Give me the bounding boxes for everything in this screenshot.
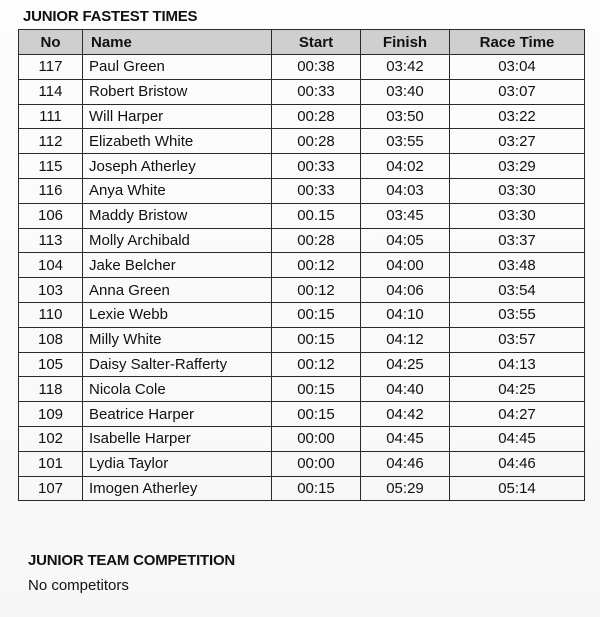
- cell-no: 102: [19, 426, 83, 451]
- cell-race-time: 04:45: [450, 426, 585, 451]
- cell-race-time: 03:29: [450, 154, 585, 179]
- cell-no: 117: [19, 55, 83, 80]
- cell-race-time: 04:25: [450, 377, 585, 402]
- cell-race-time: 03:37: [450, 228, 585, 253]
- cell-name: Paul Green: [83, 55, 272, 80]
- table-row: [19, 327, 585, 352]
- cell-no: 116: [19, 178, 83, 203]
- table-row: [19, 451, 585, 476]
- cell-name: Nicola Cole: [83, 377, 272, 402]
- table-row: [19, 352, 585, 377]
- cell-race-time: 03:55: [450, 302, 585, 327]
- cell-start: 00:15: [272, 377, 361, 402]
- cell-no: 101: [19, 451, 83, 476]
- cell-no: 118: [19, 377, 83, 402]
- cell-finish: 03:42: [361, 55, 450, 80]
- header-no: No: [19, 30, 83, 55]
- table-row: [19, 178, 585, 203]
- cell-start: 00:33: [272, 178, 361, 203]
- cell-no: 113: [19, 228, 83, 253]
- cell-finish: 03:50: [361, 104, 450, 129]
- cell-finish: 04:02: [361, 154, 450, 179]
- cell-start: 00:12: [272, 278, 361, 303]
- team-competition-title: JUNIOR TEAM COMPETITION: [28, 552, 236, 569]
- cell-start: 00:38: [272, 55, 361, 80]
- cell-no: 103: [19, 278, 83, 303]
- cell-name: Lydia Taylor: [83, 451, 272, 476]
- cell-no: 115: [19, 154, 83, 179]
- cell-start: 00:00: [272, 426, 361, 451]
- cell-race-time: 03:27: [450, 129, 585, 154]
- cell-finish: 04:45: [361, 426, 450, 451]
- cell-name: Imogen Atherley: [83, 476, 272, 501]
- cell-start: 00:33: [272, 154, 361, 179]
- cell-start: 00:15: [272, 402, 361, 427]
- cell-race-time: 04:46: [450, 451, 585, 476]
- cell-start: 00:28: [272, 228, 361, 253]
- cell-name: Isabelle Harper: [83, 426, 272, 451]
- table-row: [19, 377, 585, 402]
- cell-start: 00:00: [272, 451, 361, 476]
- table-row: [19, 476, 585, 501]
- table-row: [19, 55, 585, 80]
- table-row: [19, 154, 585, 179]
- cell-no: 112: [19, 129, 83, 154]
- cell-name: Anna Green: [83, 278, 272, 303]
- cell-name: Jake Belcher: [83, 253, 272, 278]
- cell-race-time: 03:04: [450, 55, 585, 80]
- cell-name: Daisy Salter-Rafferty: [83, 352, 272, 377]
- cell-start: 00:15: [272, 327, 361, 352]
- team-competition-note: No competitors: [28, 577, 129, 594]
- cell-finish: 04:03: [361, 178, 450, 203]
- cell-name: Joseph Atherley: [83, 154, 272, 179]
- cell-finish: 04:06: [361, 278, 450, 303]
- cell-race-time: 03:22: [450, 104, 585, 129]
- header-start: Start: [272, 30, 361, 55]
- header-finish: Finish: [361, 30, 450, 55]
- cell-no: 106: [19, 203, 83, 228]
- cell-finish: 03:45: [361, 203, 450, 228]
- cell-start: 00:12: [272, 352, 361, 377]
- cell-finish: 03:40: [361, 79, 450, 104]
- cell-name: Milly White: [83, 327, 272, 352]
- cell-race-time: 03:30: [450, 203, 585, 228]
- table-row: [19, 129, 585, 154]
- cell-no: 105: [19, 352, 83, 377]
- cell-finish: 04:10: [361, 302, 450, 327]
- cell-start: 00:12: [272, 253, 361, 278]
- cell-finish: 04:40: [361, 377, 450, 402]
- table-row: [19, 79, 585, 104]
- fastest-times-table: [18, 29, 585, 501]
- cell-no: 114: [19, 79, 83, 104]
- cell-start: 00.15: [272, 203, 361, 228]
- cell-finish: 04:46: [361, 451, 450, 476]
- table-row: [19, 426, 585, 451]
- table-row: [19, 253, 585, 278]
- cell-finish: 04:00: [361, 253, 450, 278]
- cell-name: Maddy Bristow: [83, 203, 272, 228]
- header-name: Name: [83, 30, 272, 55]
- table-header-row: [19, 30, 585, 55]
- cell-finish: 05:29: [361, 476, 450, 501]
- cell-race-time: 03:54: [450, 278, 585, 303]
- table-row: [19, 203, 585, 228]
- cell-no: 110: [19, 302, 83, 327]
- cell-no: 108: [19, 327, 83, 352]
- cell-no: 111: [19, 104, 83, 129]
- cell-no: 107: [19, 476, 83, 501]
- cell-name: Molly Archibald: [83, 228, 272, 253]
- cell-name: Robert Bristow: [83, 79, 272, 104]
- table-row: [19, 228, 585, 253]
- cell-race-time: 04:27: [450, 402, 585, 427]
- cell-finish: 04:05: [361, 228, 450, 253]
- cell-name: Elizabeth White: [83, 129, 272, 154]
- cell-name: Lexie Webb: [83, 302, 272, 327]
- cell-name: Beatrice Harper: [83, 402, 272, 427]
- cell-finish: 04:12: [361, 327, 450, 352]
- cell-finish: 03:55: [361, 129, 450, 154]
- cell-race-time: 03:30: [450, 178, 585, 203]
- cell-race-time: 03:07: [450, 79, 585, 104]
- header-race-time: Race Time: [450, 30, 585, 55]
- table-row: [19, 302, 585, 327]
- cell-no: 109: [19, 402, 83, 427]
- cell-race-time: 05:14: [450, 476, 585, 501]
- table-row: [19, 278, 585, 303]
- cell-finish: 04:25: [361, 352, 450, 377]
- cell-name: Will Harper: [83, 104, 272, 129]
- cell-name: Anya White: [83, 178, 272, 203]
- table-row: [19, 104, 585, 129]
- table-row: [19, 402, 585, 427]
- cell-finish: 04:42: [361, 402, 450, 427]
- cell-race-time: 03:48: [450, 253, 585, 278]
- cell-race-time: 04:13: [450, 352, 585, 377]
- cell-start: 00:33: [272, 79, 361, 104]
- cell-start: 00:15: [272, 476, 361, 501]
- cell-start: 00:15: [272, 302, 361, 327]
- cell-no: 104: [19, 253, 83, 278]
- cell-start: 00:28: [272, 104, 361, 129]
- fastest-times-title: JUNIOR FASTEST TIMES: [23, 8, 198, 25]
- cell-race-time: 03:57: [450, 327, 585, 352]
- cell-start: 00:28: [272, 129, 361, 154]
